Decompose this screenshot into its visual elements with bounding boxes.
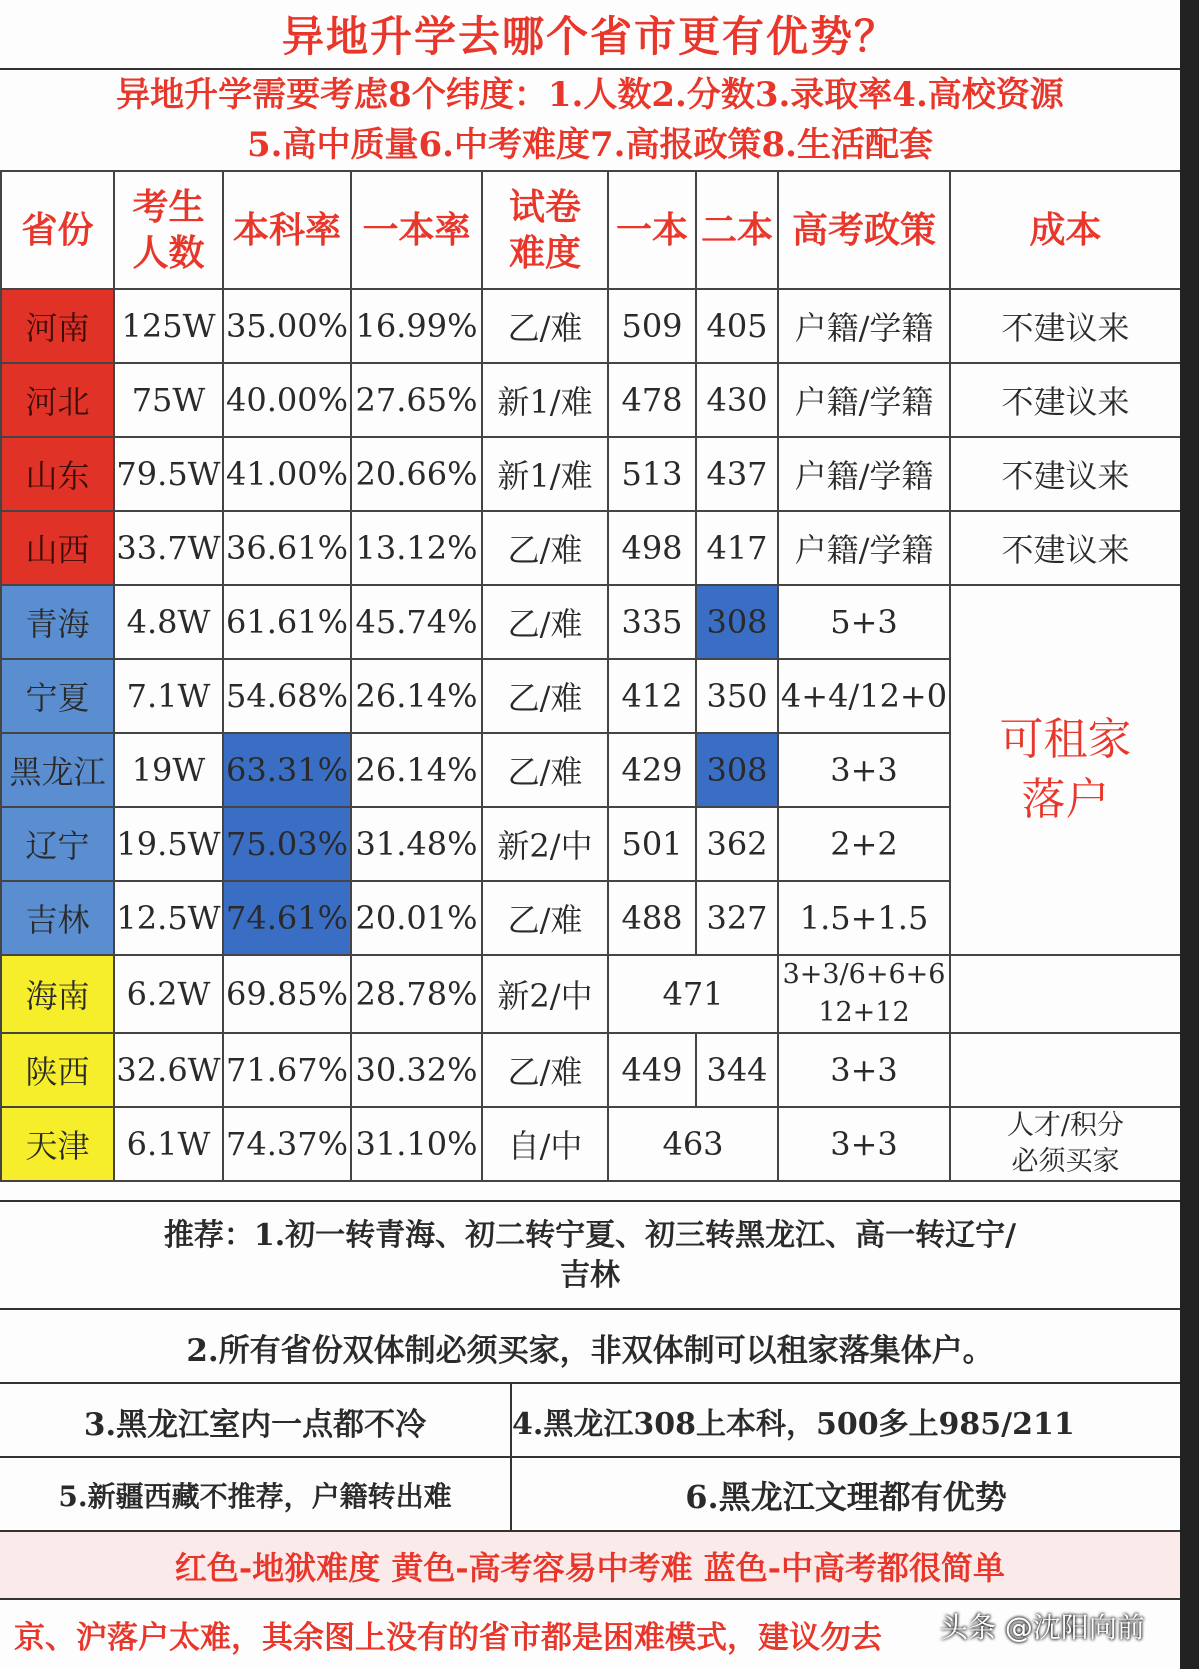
table-row xyxy=(1,289,1181,363)
note-xinjiang-tibet: 5.新疆西藏不推荐，户籍转出难 xyxy=(0,1456,512,1532)
footer-note: 京、沪落户太难，其余图上没有的省市都是困难模式，建议勿去 xyxy=(0,1598,1180,1669)
tier1-cell: 488 xyxy=(608,881,696,955)
intro-line-1: 异地升学需要考虑8个纬度：1.人数2.分数3.录取率4.高校资源 xyxy=(116,75,1064,115)
table-row xyxy=(1,585,1181,659)
policy-cell: 户籍/学籍 xyxy=(778,289,950,363)
exam-cell: 新1/难 xyxy=(482,437,608,511)
policy-cell: 1.5+1.5 xyxy=(778,881,950,955)
bachelor-rate-cell-highlight: 74.61% xyxy=(223,881,351,955)
policy-cell: 户籍/学籍 xyxy=(778,511,950,585)
cost-line-1: 人才/积分 xyxy=(1006,1110,1125,1141)
candidates-cell: 7.1W xyxy=(114,659,223,733)
province-cell: 河北 xyxy=(1,363,114,437)
candidates-cell: 6.2W xyxy=(114,955,223,1033)
bachelor-rate-cell-highlight: 75.03% xyxy=(223,807,351,881)
note-heilongjiang-both: 6.黑龙江文理都有优势 xyxy=(512,1456,1180,1532)
table-row xyxy=(1,511,1181,585)
exam-cell: 乙/难 xyxy=(482,585,608,659)
bachelor-rate-cell: 54.68% xyxy=(223,659,351,733)
tier2-cell: 405 xyxy=(696,289,778,363)
province-cell: 山西 xyxy=(1,511,114,585)
tier2-cell: 437 xyxy=(696,437,778,511)
exam-cell: 乙/难 xyxy=(482,1033,608,1107)
candidates-cell: 32.6W xyxy=(114,1033,223,1107)
intro-block xyxy=(0,70,1180,172)
candidates-cell: 19W xyxy=(114,733,223,807)
bachelor-rate-cell: 71.67% xyxy=(223,1033,351,1107)
province-cell: 吉林 xyxy=(1,881,114,955)
table-row xyxy=(1,1033,1181,1107)
policy-cell: 3+3 xyxy=(778,733,950,807)
province-cell: 海南 xyxy=(1,955,114,1033)
tier2-cell: 350 xyxy=(696,659,778,733)
tier1-cell: 335 xyxy=(608,585,696,659)
policy-cell: 4+4/12+0 xyxy=(778,659,950,733)
tier1-rate-cell: 45.74% xyxy=(351,585,482,659)
province-cell: 青海 xyxy=(1,585,114,659)
tier1-rate-cell: 27.65% xyxy=(351,363,482,437)
policy-line-1: 3+3/6+6+6 xyxy=(782,959,946,990)
cost-merged-line-2: 落户 xyxy=(1021,774,1110,825)
table-header-row xyxy=(1,171,1181,289)
province-cell: 黑龙江 xyxy=(1,733,114,807)
policy-cell: 3+3 xyxy=(778,1033,950,1107)
exam-cell: 新1/难 xyxy=(482,363,608,437)
tier1-rate-cell: 16.99% xyxy=(351,289,482,363)
candidates-cell: 19.5W xyxy=(114,807,223,881)
tier1-rate-cell: 26.14% xyxy=(351,659,482,733)
score-cell-merged: 463 xyxy=(608,1107,778,1181)
province-cell: 河南 xyxy=(1,289,114,363)
candidates-cell: 33.7W xyxy=(114,511,223,585)
exam-cell: 新2/中 xyxy=(482,955,608,1033)
tier1-cell: 429 xyxy=(608,733,696,807)
tier2-cell: 430 xyxy=(696,363,778,437)
header-candidates xyxy=(114,171,223,289)
tier2-cell-highlight: 308 xyxy=(696,733,778,807)
note-heilongjiang-scores: 4.黑龙江308上本科，500多上985/211 xyxy=(512,1382,1180,1458)
candidates-cell: 125W xyxy=(114,289,223,363)
exam-cell: 乙/难 xyxy=(482,511,608,585)
province-cell: 陕西 xyxy=(1,1033,114,1107)
header-tier2: 二本 xyxy=(696,171,778,289)
bachelor-rate-cell: 61.61% xyxy=(223,585,351,659)
bachelor-rate-cell: 35.00% xyxy=(223,289,351,363)
candidates-cell: 12.5W xyxy=(114,881,223,955)
header-tier1: 一本 xyxy=(608,171,696,289)
bachelor-rate-cell: 69.85% xyxy=(223,955,351,1033)
tier1-rate-cell: 31.48% xyxy=(351,807,482,881)
exam-cell: 新2/中 xyxy=(482,807,608,881)
note-recommendation-line-2: 吉林 xyxy=(560,1258,620,1293)
tier1-cell: 509 xyxy=(608,289,696,363)
tier2-cell: 327 xyxy=(696,881,778,955)
bachelor-rate-cell: 40.00% xyxy=(223,363,351,437)
table-row xyxy=(1,363,1181,437)
policy-cell xyxy=(778,955,950,1033)
exam-cell: 乙/难 xyxy=(482,733,608,807)
policy-cell: 3+3 xyxy=(778,1107,950,1181)
province-cell: 辽宁 xyxy=(1,807,114,881)
watermark: 头条 @沈阳向前 xyxy=(940,1611,1145,1644)
tier1-cell: 513 xyxy=(608,437,696,511)
note-recommendation-line-1: 推荐：1.初一转青海、初二转宁夏、初三转黑龙江、高一转辽宁/ xyxy=(163,1218,1017,1253)
policy-cell: 2+2 xyxy=(778,807,950,881)
header-candidates-text: 考生人数 xyxy=(132,186,205,274)
note-heilongjiang-warm: 3.黑龙江室内一点都不冷 xyxy=(0,1382,512,1458)
policy-cell: 5+3 xyxy=(778,585,950,659)
tier2-cell: 362 xyxy=(696,807,778,881)
intro-line-2: 5.高中质量6.中考难度7.高报政策8.生活配套 xyxy=(247,125,933,165)
bachelor-rate-cell: 41.00% xyxy=(223,437,351,511)
note-recommendation xyxy=(0,1200,1180,1310)
candidates-cell: 75W xyxy=(114,363,223,437)
exam-cell: 乙/难 xyxy=(482,659,608,733)
comparison-table xyxy=(0,170,1182,1182)
bachelor-rate-cell-highlight: 63.31% xyxy=(223,733,351,807)
cost-cell: 不建议来 xyxy=(950,437,1181,511)
header-bachelor-rate: 本科率 xyxy=(223,171,351,289)
exam-cell: 乙/难 xyxy=(482,881,608,955)
candidates-cell: 4.8W xyxy=(114,585,223,659)
tier1-cell: 501 xyxy=(608,807,696,881)
table-row xyxy=(1,955,1181,1033)
cost-cell-empty xyxy=(950,955,1181,1033)
tier1-rate-cell: 28.78% xyxy=(351,955,482,1033)
header-exam-text: 试卷难度 xyxy=(508,186,581,274)
note-housing: 2.所有省份双体制必须买家，非双体制可以租家落集体户。 xyxy=(0,1308,1180,1384)
tier1-rate-cell: 13.12% xyxy=(351,511,482,585)
bachelor-rate-cell: 36.61% xyxy=(223,511,351,585)
policy-line-2: 12+12 xyxy=(818,997,910,1028)
header-cost: 成本 xyxy=(950,171,1181,289)
province-cell: 天津 xyxy=(1,1107,114,1181)
tier1-cell: 449 xyxy=(608,1033,696,1107)
policy-cell: 户籍/学籍 xyxy=(778,437,950,511)
province-cell: 宁夏 xyxy=(1,659,114,733)
tier1-rate-cell: 30.32% xyxy=(351,1033,482,1107)
score-cell-merged: 471 xyxy=(608,955,778,1033)
cost-line-2: 必须买家 xyxy=(1011,1146,1120,1177)
policy-cell: 户籍/学籍 xyxy=(778,363,950,437)
table-row xyxy=(1,437,1181,511)
tier2-cell: 417 xyxy=(696,511,778,585)
candidates-cell: 79.5W xyxy=(114,437,223,511)
cost-cell-empty xyxy=(950,1033,1181,1107)
tier2-cell-highlight: 308 xyxy=(696,585,778,659)
cost-cell: 不建议来 xyxy=(950,363,1181,437)
header-policy: 高考政策 xyxy=(778,171,950,289)
tier2-cell: 344 xyxy=(696,1033,778,1107)
tier1-rate-cell: 20.66% xyxy=(351,437,482,511)
bachelor-rate-cell: 74.37% xyxy=(223,1107,351,1181)
color-legend: 红色-地狱难度 黄色-高考容易中考难 蓝色-中高考都很简单 xyxy=(0,1530,1180,1600)
page-title: 异地升学去哪个省市更有优势？ xyxy=(0,0,1180,70)
tier1-cell: 412 xyxy=(608,659,696,733)
province-cell: 山东 xyxy=(1,437,114,511)
exam-cell: 乙/难 xyxy=(482,289,608,363)
tier1-rate-cell: 31.10% xyxy=(351,1107,482,1181)
cost-merged-line-1: 可租家 xyxy=(999,714,1132,765)
cost-cell: 不建议来 xyxy=(950,511,1181,585)
cost-cell xyxy=(950,1107,1181,1181)
tier1-rate-cell: 20.01% xyxy=(351,881,482,955)
header-tier1-rate: 一本率 xyxy=(351,171,482,289)
exam-cell: 自/中 xyxy=(482,1107,608,1181)
cost-merged-cell xyxy=(950,585,1181,955)
table-row xyxy=(1,1107,1181,1181)
right-edge xyxy=(1180,0,1199,1669)
candidates-cell: 6.1W xyxy=(114,1107,223,1181)
tier1-cell: 478 xyxy=(608,363,696,437)
tier1-rate-cell: 26.14% xyxy=(351,733,482,807)
tier1-cell: 498 xyxy=(608,511,696,585)
cost-cell: 不建议来 xyxy=(950,289,1181,363)
header-exam xyxy=(482,171,608,289)
header-province: 省份 xyxy=(1,171,114,289)
